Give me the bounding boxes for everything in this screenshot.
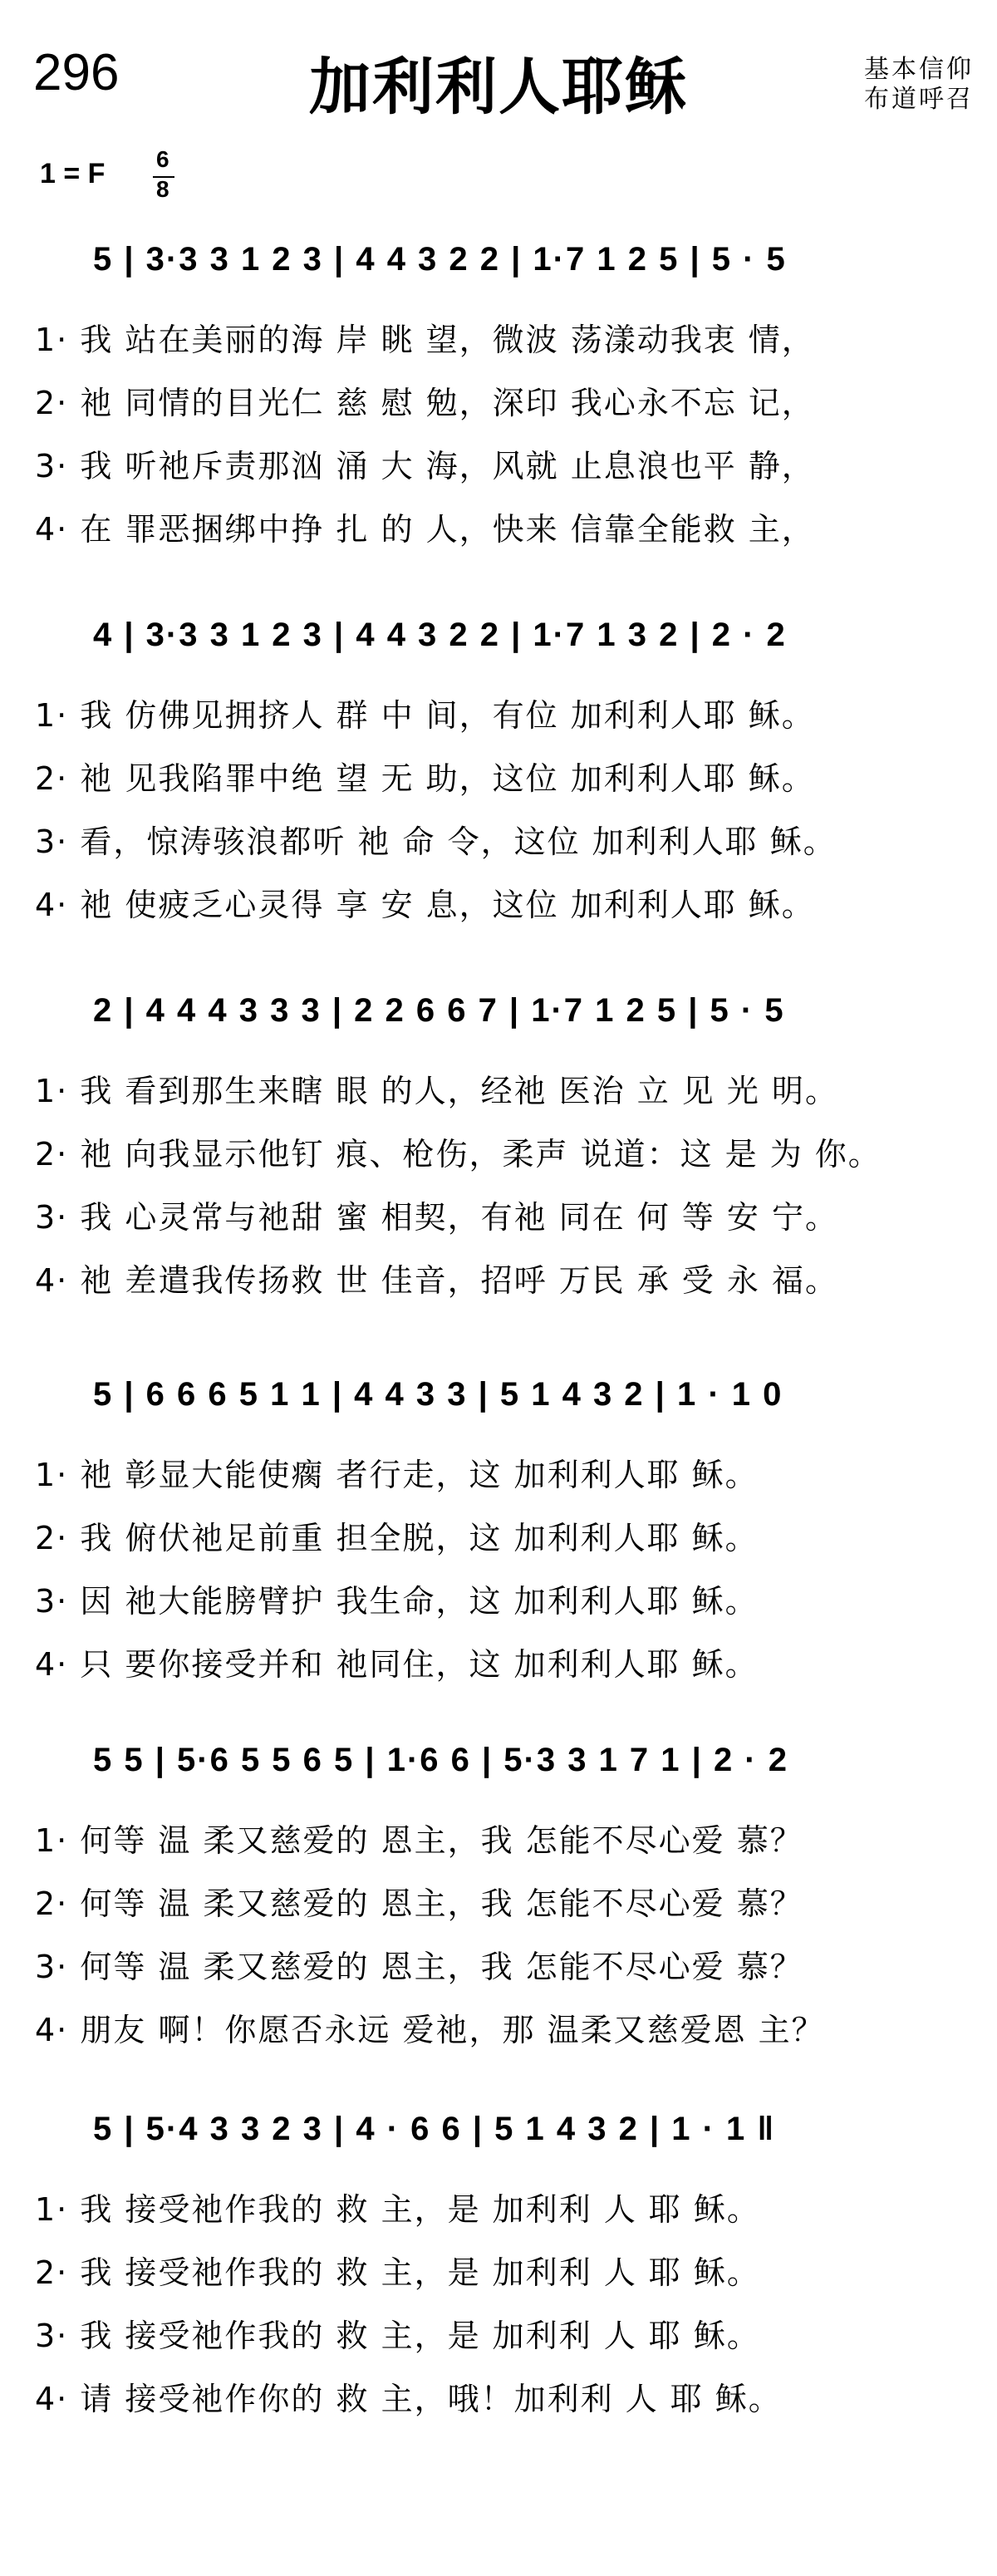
- notation-line: 5 | 3·3 3 1 2 3 | 4 4 3 2 2 | 1·7 1 2 5 | 5 · 5: [93, 241, 787, 278]
- lyric-line: 1· 我 接受祂作我的 救 主，是 加利利 人 耶 稣。: [35, 2191, 760, 2228]
- category-label: 布道呼召: [864, 85, 974, 114]
- lyric-line: 1· 祂 彰显大能使瘸 者行走，这 加利利人耶 稣。: [35, 1457, 759, 1493]
- lyric-line: 4· 祂 差遣我传扬救 世 佳音，招呼 万民 承 受 永 福。: [35, 1262, 838, 1299]
- lyric-line: 4· 朋友 啊！你愿否永远 爱祂，那 温柔又慈爱恩 主？: [35, 2012, 825, 2048]
- lyric-line: 1· 我 看到那生来瞎 眼 的人，经祂 医治 立 见 光 明。: [35, 1073, 838, 1109]
- notation-line: 5 | 5·4 3 3 2 3 | 4 · 6 6 | 5 1 4 3 2 | 1 · 1 ‖: [93, 2111, 776, 2147]
- lyric-line: 1· 何等 温 柔又慈爱的 恩主，我 怎能不尽心爱 慕？: [35, 1822, 803, 1859]
- lyric-line: 3· 看，惊涛骇浪都听 祂 命 令，这位 加利利人耶 稣。: [35, 823, 837, 860]
- lyric-line: 3· 何等 温 柔又慈爱的 恩主，我 怎能不尽心爱 慕？: [35, 1949, 803, 1985]
- time-signature-denominator: 8: [156, 176, 169, 202]
- lyric-line: 3· 我 接受祂作我的 救 主，是 加利利 人 耶 稣。: [35, 2318, 760, 2354]
- lyric-line: 3· 我 听祂斥责那汹 涌 大 海，风就 止息浪也平 静，: [35, 448, 815, 484]
- notation-line: 5 | 6 6 6 5 1 1 | 4 4 3 3 | 5 1 4 3 2 | 1 · 1 0: [93, 1376, 783, 1413]
- lyric-line: 1· 我 仿佛见拥挤人 群 中 间，有位 加利利人耶 稣。: [35, 697, 815, 734]
- lyric-line: 2· 我 接受祂作我的 救 主，是 加利利 人 耶 稣。: [35, 2254, 760, 2291]
- lyric-line: 2· 祂 同情的目光仁 慈 慰 勉，深印 我心永不忘 记，: [35, 385, 815, 421]
- hymn-title: 加利利人耶稣: [309, 52, 688, 123]
- notation-line: 4 | 3·3 3 1 2 3 | 4 4 3 2 2 | 1·7 1 3 2 | 2 · 2: [93, 617, 787, 653]
- lyric-line: 2· 祂 见我陷罪中绝 望 无 助，这位 加利利人耶 稣。: [35, 760, 815, 797]
- lyric-line: 2· 何等 温 柔又慈爱的 恩主，我 怎能不尽心爱 慕？: [35, 1885, 803, 1922]
- notation-line: 5 5 | 5·6 5 5 6 5 | 1·6 6 | 5·3 3 1 7 1 | 2 · 2: [93, 1742, 788, 1778]
- lyric-line: 3· 我 心灵常与祂甜 蜜 相契，有祂 同在 何 等 安 宁。: [35, 1199, 838, 1236]
- lyric-line: 3· 因 祂大能膀臂护 我生命，这 加利利人耶 稣。: [35, 1583, 759, 1620]
- lyric-line: 2· 我 俯伏祂足前重 担全脱，这 加利利人耶 稣。: [35, 1520, 759, 1556]
- notation-line: 2 | 4 4 4 3 3 3 | 2 2 6 6 7 | 1·7 1 2 5 | 5 · 5: [93, 992, 785, 1029]
- lyric-line: 1· 我 站在美丽的海 岸 眺 望，微波 荡漾动我衷 情，: [35, 322, 815, 358]
- lyric-line: 4· 请 接受祂作你的 救 主，哦！加利利 人 耶 稣。: [35, 2381, 782, 2417]
- lyric-line: 2· 祂 向我显示他钉 痕、枪伤，柔声 说道：这 是 为 你。: [35, 1136, 882, 1172]
- key-signature: 1 = F: [40, 158, 106, 189]
- time-signature-numerator: 6: [156, 146, 169, 172]
- hymn-number: 296: [33, 44, 120, 101]
- lyric-line: 4· 在 罪恶捆绑中挣 扎 的 人，快来 信靠全能救 主，: [35, 511, 815, 548]
- category-label: 基本信仰: [864, 55, 974, 84]
- lyric-line: 4· 只 要你接受并和 祂同住，这 加利利人耶 稣。: [35, 1646, 759, 1683]
- lyric-line: 4· 祂 使疲乏心灵得 享 安 息，这位 加利利人耶 稣。: [35, 887, 815, 923]
